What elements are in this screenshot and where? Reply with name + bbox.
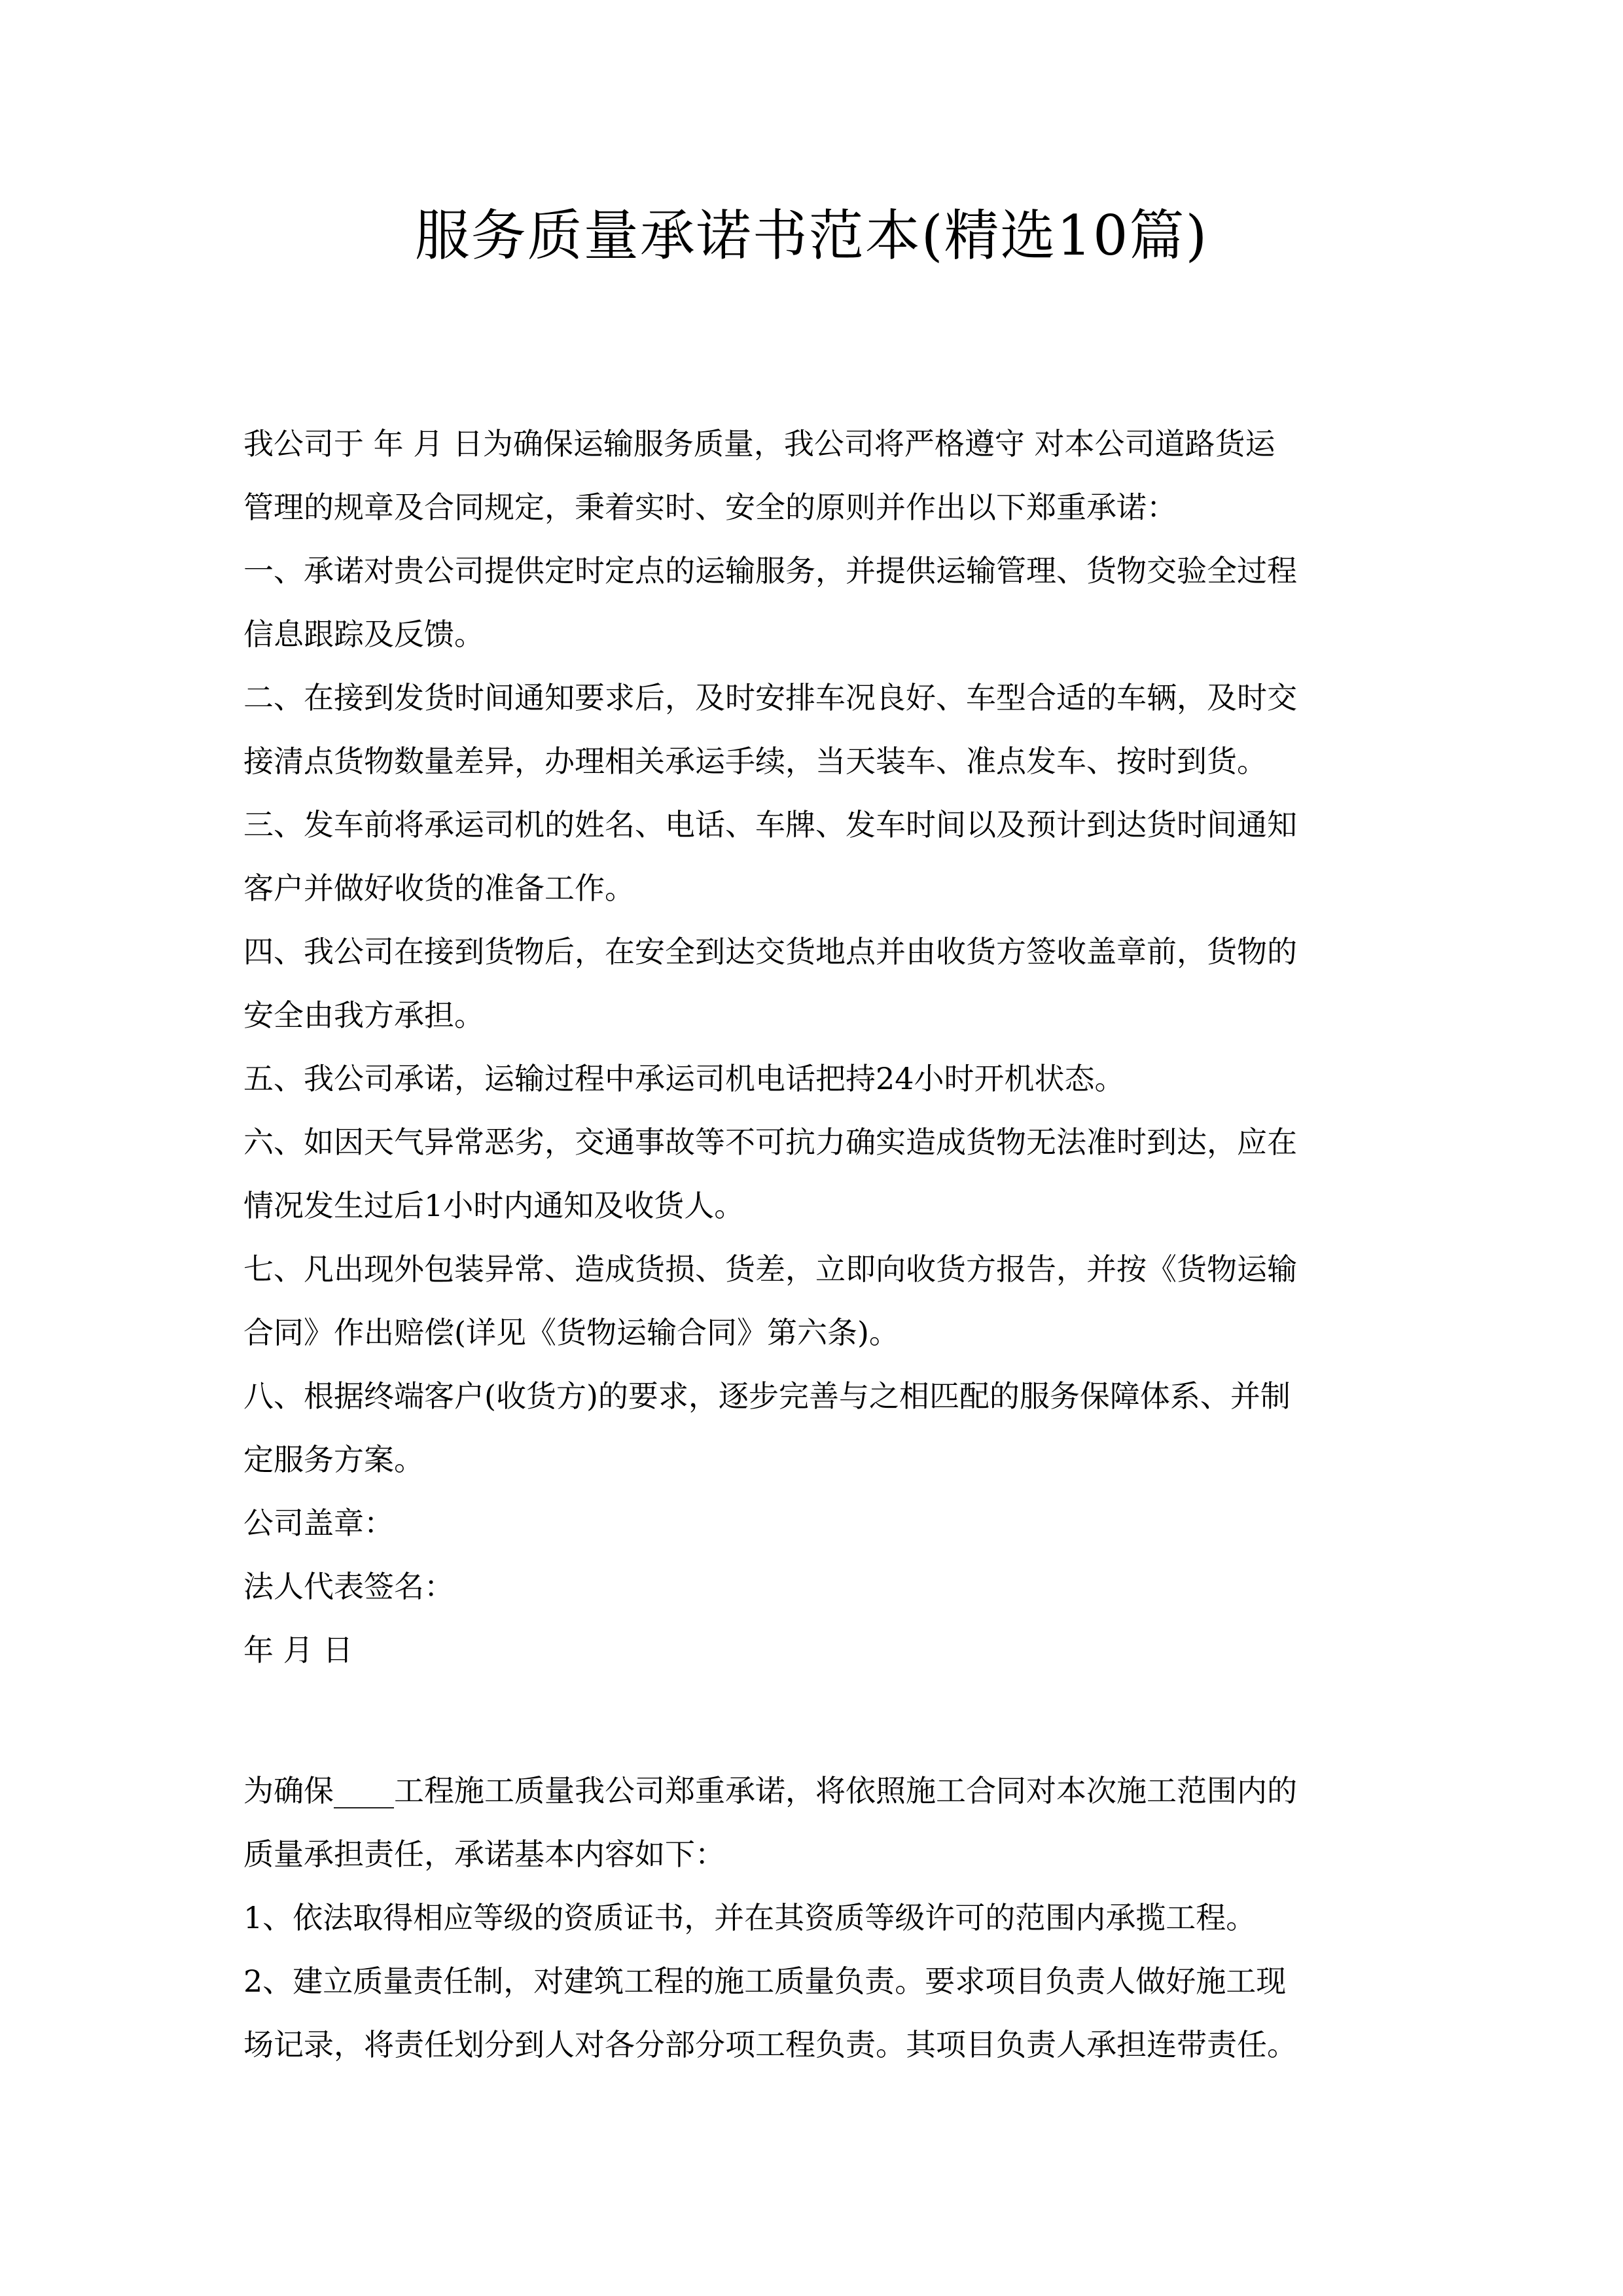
paragraph-line: 质量承担责任，承诺基本内容如下： (243, 1837, 725, 1872)
commitment-item-2-cont: 接清点货物数量差异，办理相关承运手续，当天装车、准点发车、按时到货。 (243, 744, 1267, 779)
commitment-item-2: 二、在接到发货时间通知要求后，及时安排车况良好、车型合适的车辆，及时交 (243, 680, 1297, 715)
paragraph-line: 管理的规章及合同规定，秉着实时、安全的原则并作出以下郑重承诺： (243, 490, 1177, 525)
commitment-item-7: 七、凡出现外包装异常、造成货损、货差，立即向收货方报告，并按《货物运输 (243, 1251, 1297, 1287)
commitment-item-5: 五、我公司承诺，运输过程中承运司机电话把持24小时开机状态。 (243, 1061, 1125, 1096)
date-label: 年 月 日 (243, 1632, 353, 1668)
document-title: 服务质量承诺书范本(精选10篇) (414, 204, 1209, 268)
paragraph-line: 我公司于 年 月 日为确保运输服务质量，我公司将严格遵守 对本公司道路货运 (243, 426, 1275, 461)
commitment-item-6: 六、如因天气异常恶劣，交通事故等不可抗力确实造成货物无法准时到达，应在 (243, 1124, 1297, 1160)
commitment-item-8: 八、根据终端客户(收货方)的要求，逐步完善与之相匹配的服务保障体系、并制 (243, 1378, 1291, 1414)
paragraph-line: 为确保____工程施工质量我公司郑重承诺，将依照施工合同对本次施工范围内的 (243, 1773, 1297, 1808)
section-transport-commitment (243, 412, 1382, 1682)
commitment-item-4: 四、我公司在接到货物后，在安全到达交货地点并由收货方签收盖章前，货物的 (243, 934, 1297, 969)
commitment-item-6-cont: 情况发生过后1小时内通知及收货人。 (243, 1188, 745, 1223)
commitment-item-3-cont: 客户并做好收货的准备工作。 (243, 870, 635, 906)
document-body (243, 412, 1382, 2077)
commitment-item-3: 三、发车前将承运司机的姓名、电话、车牌、发车时间以及预计到达货时间通知 (243, 807, 1297, 842)
section-construction-commitment (243, 1759, 1382, 2077)
construction-item-2-cont: 场记录，将责任划分到人对各分部分项工程负责。其项目负责人承担连带责任。 (243, 2027, 1297, 2062)
construction-item-1: 1、依法取得相应等级的资质证书，并在其资质等级许可的范围内承揽工程。 (243, 1900, 1257, 1935)
company-seal-label: 公司盖章： (243, 1505, 394, 1541)
commitment-item-1: 一、承诺对贵公司提供定时定点的运输服务，并提供运输管理、货物交验全过程 (243, 553, 1297, 588)
legal-rep-signature-label: 法人代表签名： (243, 1569, 454, 1604)
commitment-item-1-cont: 信息跟踪及反馈。 (243, 617, 484, 652)
section-gap (243, 1682, 1382, 1759)
commitment-item-8-cont: 定服务方案。 (243, 1442, 424, 1477)
commitment-item-4-cont: 安全由我方承担。 (243, 997, 484, 1033)
commitment-item-7-cont: 合同》作出赔偿(详见《货物运输合同》第六条)。 (243, 1315, 899, 1350)
construction-item-2: 2、建立质量责任制，对建筑工程的施工质量负责。要求项目负责人做好施工现 (243, 1964, 1287, 1999)
